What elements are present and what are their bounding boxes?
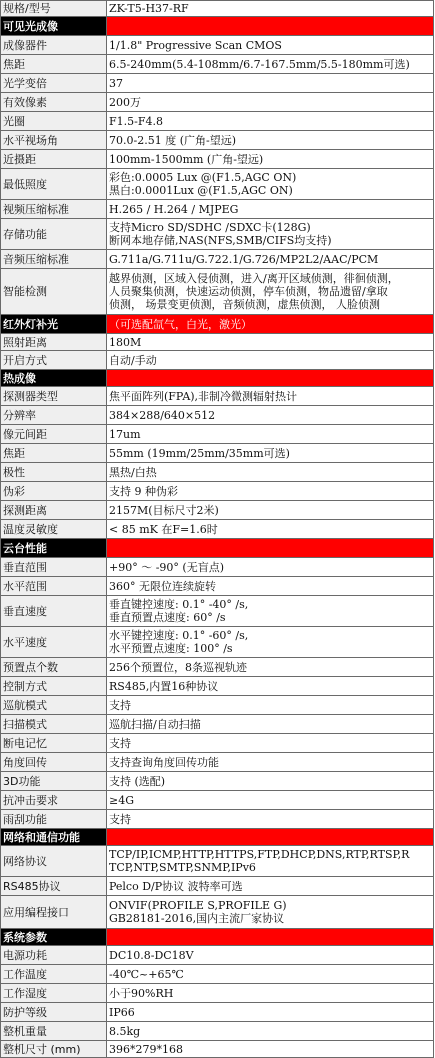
spec-value-line: 黑热/白热 xyxy=(109,465,157,479)
spec-value-line: G.711a/G.711u/G.722.1/G.726/MP2L2/AAC/PCM xyxy=(109,252,379,266)
spec-label: 规格/型号 xyxy=(1,1,107,17)
spec-value xyxy=(107,200,434,219)
spec-label: 近摄距 xyxy=(1,150,107,169)
spec-row xyxy=(1,715,434,734)
spec-value xyxy=(107,946,434,965)
spec-value xyxy=(107,965,434,984)
spec-value xyxy=(107,1003,434,1022)
spec-value xyxy=(107,351,434,370)
spec-value xyxy=(107,658,434,677)
spec-label: 有效像素 xyxy=(1,93,107,112)
spec-value xyxy=(107,387,434,406)
spec-row xyxy=(1,810,434,829)
section-header-row xyxy=(1,370,434,387)
spec-value-line: 断网本地存储,NAS(NFS,SMB/CIFS均支持) xyxy=(109,234,332,247)
spec-label: 垂直范围 xyxy=(1,558,107,577)
spec-value-line: 6.5-240mm(5.4-108mm/6.7-167.5mm/5.5-180mm可选) xyxy=(109,57,410,71)
spec-value-line: 巡航扫描/自动扫描 xyxy=(109,717,201,731)
spec-label: 工作湿度 xyxy=(1,984,107,1003)
spec-value xyxy=(107,1041,434,1058)
spec-label: 网络协议 xyxy=(1,846,107,877)
spec-label: 断电记忆 xyxy=(1,734,107,753)
spec-value-line: 2157M(目标尺寸2米) xyxy=(109,503,219,517)
spec-value-line: 17um xyxy=(109,427,141,441)
spec-row xyxy=(1,425,434,444)
spec-label: 雨刮功能 xyxy=(1,810,107,829)
spec-value xyxy=(107,269,434,315)
spec-label: 光学变倍 xyxy=(1,74,107,93)
section-title: 热成像 xyxy=(1,370,107,387)
spec-row xyxy=(1,791,434,810)
spec-row xyxy=(1,677,434,696)
spec-value xyxy=(107,596,434,627)
spec-value xyxy=(107,425,434,444)
spec-value xyxy=(107,334,434,351)
section-note xyxy=(107,370,434,387)
section-title: 系统参数 xyxy=(1,929,107,946)
spec-label: RS485协议 xyxy=(1,877,107,896)
spec-label: 照射距离 xyxy=(1,334,107,351)
spec-value xyxy=(107,577,434,596)
spec-label: 探测距离 xyxy=(1,501,107,520)
spec-value xyxy=(107,219,434,250)
spec-label: 焦距 xyxy=(1,55,107,74)
spec-row xyxy=(1,577,434,596)
spec-row xyxy=(1,112,434,131)
spec-label: 最低照度 xyxy=(1,169,107,200)
spec-value xyxy=(107,791,434,810)
section-title: 红外灯补光 xyxy=(1,315,107,334)
spec-label: 扫描模式 xyxy=(1,715,107,734)
spec-value xyxy=(107,877,434,896)
spec-value-line: 384×288/640×512 xyxy=(109,408,216,422)
spec-value xyxy=(107,896,434,929)
spec-value xyxy=(107,482,434,501)
spec-row xyxy=(1,334,434,351)
spec-value xyxy=(107,846,434,877)
spec-value-line: 水平预置点速度: 100° /s xyxy=(109,642,233,655)
spec-value-line: 支持 (选配) xyxy=(109,774,166,788)
spec-value xyxy=(107,463,434,482)
spec-row xyxy=(1,965,434,984)
spec-value-line: IP66 xyxy=(109,1005,135,1019)
spec-value xyxy=(107,406,434,425)
spec-label: 工作温度 xyxy=(1,965,107,984)
spec-value-line: 水平键控速度: 0.1° -60° /s, xyxy=(109,629,249,642)
spec-label: 应用编程接口 xyxy=(1,896,107,929)
spec-row xyxy=(1,150,434,169)
spec-label: 垂直速度 xyxy=(1,596,107,627)
spec-value-line: Pelco D/P协议 波特率可选 xyxy=(109,879,243,893)
spec-value-line: < 85 mK 在F=1.6时 xyxy=(109,522,218,536)
spec-row xyxy=(1,219,434,250)
spec-label: 音频压缩标准 xyxy=(1,250,107,269)
spec-label: 探测器类型 xyxy=(1,387,107,406)
spec-value-line: 100mm-1500mm (广角-望远) xyxy=(109,152,264,166)
section-note xyxy=(107,539,434,558)
spec-value-line: 180M xyxy=(109,335,142,349)
spec-label: 水平视场角 xyxy=(1,131,107,150)
section-title: 网络和通信功能 xyxy=(1,829,107,846)
spec-row xyxy=(1,93,434,112)
section-header-row xyxy=(1,829,434,846)
spec-value xyxy=(107,444,434,463)
spec-label: 视频压缩标准 xyxy=(1,200,107,219)
section-header-row xyxy=(1,929,434,946)
spec-row xyxy=(1,169,434,200)
section-note: （可选配氙气，白光，激光） xyxy=(107,315,434,334)
spec-label: 水平速度 xyxy=(1,627,107,658)
spec-value xyxy=(107,753,434,772)
spec-label: 整机重量 xyxy=(1,1022,107,1041)
spec-value-line: 8.5kg xyxy=(109,1024,141,1038)
spec-row xyxy=(1,596,434,627)
spec-row xyxy=(1,984,434,1003)
spec-label: 预置点个数 xyxy=(1,658,107,677)
spec-row xyxy=(1,406,434,425)
spec-value xyxy=(107,772,434,791)
spec-row xyxy=(1,36,434,55)
spec-value-line: -40℃~+65℃ xyxy=(109,967,184,981)
spec-value xyxy=(107,1,434,17)
spec-value-line: 37 xyxy=(109,76,123,90)
spec-row xyxy=(1,846,434,877)
spec-value-line: 小于90%RH xyxy=(109,986,174,1000)
spec-value xyxy=(107,558,434,577)
spec-label: 伪彩 xyxy=(1,482,107,501)
spec-row xyxy=(1,896,434,929)
spec-value-line: 支持 9 种伪彩 xyxy=(109,484,178,498)
spec-value-line: F1.5-F4.8 xyxy=(109,114,163,128)
spec-value-line: 人员聚集侦测，快速运动侦测，停车侦测，物品遗留/拿取 xyxy=(109,285,388,298)
spec-value xyxy=(107,169,434,200)
spec-value xyxy=(107,150,434,169)
spec-value-line: 396*279*168 xyxy=(109,1042,183,1056)
spec-value xyxy=(107,734,434,753)
spec-value-line: 200万 xyxy=(109,95,141,109)
spec-value-line: RS485,内置16种协议 xyxy=(109,679,219,693)
spec-row xyxy=(1,520,434,539)
spec-value xyxy=(107,74,434,93)
spec-table-body xyxy=(1,1,434,1058)
spec-value xyxy=(107,55,434,74)
section-header-row xyxy=(1,315,434,334)
spec-value-line: DC10.8-DC18V xyxy=(109,948,194,962)
spec-value xyxy=(107,810,434,829)
spec-value xyxy=(107,501,434,520)
spec-value xyxy=(107,36,434,55)
spec-value xyxy=(107,131,434,150)
spec-value-line: ZK-T5-H37-RF xyxy=(109,2,189,15)
spec-label: 控制方式 xyxy=(1,677,107,696)
spec-value xyxy=(107,696,434,715)
spec-value-line: ONVIF(PROFILE S,PROFILE G) xyxy=(109,899,287,912)
spec-value-line: 70.0-2.51 度 (广角-望远) xyxy=(109,133,236,147)
spec-value-line: TCP/IP,ICMP,HTTP,HTTPS,FTP,DHCP,DNS,RTP,RTSP,R xyxy=(109,848,410,861)
spec-row xyxy=(1,444,434,463)
spec-value-line: 1/1.8" Progressive Scan CMOS xyxy=(109,38,282,52)
spec-row xyxy=(1,658,434,677)
spec-label: 分辨率 xyxy=(1,406,107,425)
spec-label: 抗冲击要求 xyxy=(1,791,107,810)
spec-value xyxy=(107,984,434,1003)
spec-row xyxy=(1,696,434,715)
spec-value xyxy=(107,677,434,696)
spec-row xyxy=(1,74,434,93)
spec-row xyxy=(1,1022,434,1041)
spec-row xyxy=(1,131,434,150)
spec-row xyxy=(1,734,434,753)
spec-value xyxy=(107,250,434,269)
spec-row xyxy=(1,558,434,577)
spec-label: 成像器件 xyxy=(1,36,107,55)
spec-value-line: 自动/手动 xyxy=(109,353,157,367)
spec-label: 像元间距 xyxy=(1,425,107,444)
spec-label: 整机尺寸 (mm) xyxy=(1,1041,107,1058)
spec-row xyxy=(1,250,434,269)
spec-value xyxy=(107,715,434,734)
spec-value-line: 支持 xyxy=(109,698,131,712)
section-note xyxy=(107,929,434,946)
spec-label: 角度回传 xyxy=(1,753,107,772)
spec-value-line: 支持 xyxy=(109,812,131,826)
section-header-row xyxy=(1,17,434,36)
spec-value-line: 支持查询角度回传功能 xyxy=(109,755,219,769)
spec-value-line: 支持 xyxy=(109,736,131,750)
spec-value-line: 垂直预置点速度: 60° /s xyxy=(109,611,226,624)
section-title: 云台性能 xyxy=(1,539,107,558)
spec-value xyxy=(107,112,434,131)
spec-row xyxy=(1,1041,434,1058)
spec-row xyxy=(1,772,434,791)
section-title: 可见光成像 xyxy=(1,17,107,36)
spec-label: 智能检测 xyxy=(1,269,107,315)
spec-row xyxy=(1,501,434,520)
spec-label: 极性 xyxy=(1,463,107,482)
spec-value-line: 焦平面阵列(FPA),非制冷微测辐射热计 xyxy=(109,389,298,403)
spec-value-line: 360° 无限位连续旋转 xyxy=(109,579,216,593)
spec-row xyxy=(1,627,434,658)
spec-value-line: 支持Micro SD/SDHC /SDXC卡(128G) xyxy=(109,221,311,234)
spec-row xyxy=(1,269,434,315)
spec-label: 电源功耗 xyxy=(1,946,107,965)
spec-value-line: 越界侦测，区域入侵侦测，进入/离开区域侦测，徘徊侦测， xyxy=(109,272,399,285)
spec-row xyxy=(1,946,434,965)
spec-label: 水平范围 xyxy=(1,577,107,596)
spec-label: 焦距 xyxy=(1,444,107,463)
spec-label: 防护等级 xyxy=(1,1003,107,1022)
spec-value-line: 垂直键控速度: 0.1° -40° /s, xyxy=(109,598,249,611)
spec-value-line: TCP,NTP,SMTP,SNMP,IPv6 xyxy=(109,861,256,874)
spec-row xyxy=(1,1,434,17)
spec-label: 3D功能 xyxy=(1,772,107,791)
spec-value xyxy=(107,93,434,112)
spec-label: 存储功能 xyxy=(1,219,107,250)
spec-label: 巡航模式 xyxy=(1,696,107,715)
spec-row xyxy=(1,877,434,896)
section-note xyxy=(107,17,434,36)
spec-row xyxy=(1,200,434,219)
section-note xyxy=(107,829,434,846)
spec-value xyxy=(107,627,434,658)
spec-value-line: 256个预置位，8条巡视轨迹 xyxy=(109,660,247,674)
spec-label: 温度灵敏度 xyxy=(1,520,107,539)
spec-row xyxy=(1,351,434,370)
spec-row xyxy=(1,753,434,772)
spec-value-line: ≥4G xyxy=(109,793,135,807)
spec-label: 开启方式 xyxy=(1,351,107,370)
section-header-row xyxy=(1,539,434,558)
spec-value-line: 黑白:0.0001Lux @(F1.5,AGC ON) xyxy=(109,184,293,197)
spec-label: 光圈 xyxy=(1,112,107,131)
spec-row xyxy=(1,1003,434,1022)
spec-value-line: +90° ～ -90° (无盲点) xyxy=(109,560,225,574)
spec-value xyxy=(107,520,434,539)
spec-row xyxy=(1,463,434,482)
spec-value-line: 侦测， 场景变更侦测，音频侦测，虚焦侦测， 人脸侦测 xyxy=(109,298,380,311)
spec-value-line: 彩色:0.0005 Lux @(F1.5,AGC ON) xyxy=(109,171,297,184)
spec-row xyxy=(1,387,434,406)
spec-row xyxy=(1,55,434,74)
spec-row xyxy=(1,482,434,501)
spec-value xyxy=(107,1022,434,1041)
spec-value-line: 55mm (19mm/25mm/35mm可选) xyxy=(109,446,290,460)
spec-value-line: H.265 / H.264 / MJPEG xyxy=(109,202,239,216)
spec-value-line: GB28181-2016,国内主流厂家协议 xyxy=(109,912,285,925)
